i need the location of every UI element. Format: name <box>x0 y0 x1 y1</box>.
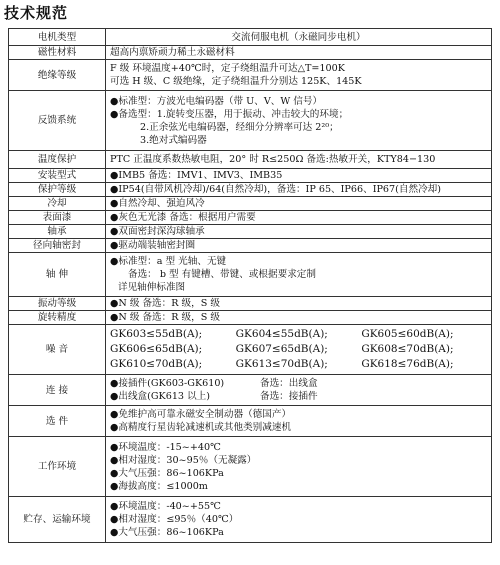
noise-item: GK604≤55dB(A); <box>235 328 328 340</box>
table-row <box>9 437 492 497</box>
row-value: ●IP54(自带风机冷却)/64(自然冷却)，备选：IP 65、IP66、IP67(自然冷却) <box>110 184 442 195</box>
table-row <box>9 60 492 91</box>
row-label: 温度保护 <box>9 151 106 169</box>
row-label: 磁性材料 <box>9 46 106 60</box>
row-value: ●N 级 备选：R 级，S 级 <box>110 312 220 323</box>
header-motor-type-label: 电机类型 <box>9 29 106 46</box>
row-value: ●驱动端装轴密封圈 <box>110 240 196 251</box>
table-row <box>9 46 492 60</box>
table-row <box>9 311 492 325</box>
row-value: ●相对湿度：30~95％（无凝露） <box>110 454 257 466</box>
row-value: ●N 级 备选：R 级，S 级 <box>110 298 220 309</box>
row-label: 径向轴密封 <box>9 239 106 253</box>
row-value: ●备选型：1.旋转变压器，用于振动、冲击较大的环境； <box>110 108 349 120</box>
row-value: ●环境温度：-40~+55℃ <box>110 501 221 512</box>
noise-item: GK605≤60dB(A); <box>361 328 454 340</box>
connection-item: 备选：出线盒 <box>260 378 318 389</box>
table-row <box>9 225 492 239</box>
table-row <box>9 239 492 253</box>
row-label: 连 接 <box>9 375 106 406</box>
row-label: 振动等级 <box>9 297 106 311</box>
row-value: 可选 H 级、C 级绝缘，定子绕组温升分别达 125K、145K <box>110 76 362 87</box>
table-row <box>9 197 492 211</box>
row-value: ●双面密封深沟球轴承 <box>110 226 205 237</box>
row-value: ●海拔高度：≤1000m <box>110 480 208 492</box>
connection-item: ●出线盒(GK613 以上) <box>110 391 211 402</box>
table-row <box>9 151 492 169</box>
header-motor-type-value: 交流伺服电机（永磁同步电机） <box>106 29 492 46</box>
table-row <box>9 297 492 311</box>
row-label: 反馈系统 <box>9 91 106 151</box>
row-value: ●免维护高可靠永磁安全制动器（德国产） <box>110 409 292 420</box>
row-value: ●IMB5 备选：IMV1、IMV3、IMB35 <box>110 170 283 181</box>
noise-item: GK607≤65dB(A); <box>235 343 328 355</box>
row-value: ●高精度行星齿轮减速机或其他类别减速机 <box>110 422 292 433</box>
connection-grid <box>110 377 487 403</box>
row-value: 详见轴伸标准图 <box>118 282 186 293</box>
row-label: 安装型式 <box>9 169 106 183</box>
connection-item: ●接插件(GK603-GK610) <box>110 378 225 389</box>
row-label: 旋转精度 <box>9 311 106 325</box>
row-label: 绝缘等级 <box>9 60 106 91</box>
noise-item: GK603≤55dB(A); <box>110 328 203 340</box>
table-row <box>9 183 492 197</box>
row-value: ●大气压强：86~106KPa <box>110 527 224 538</box>
row-value: 超高内禀矫顽力稀土永磁材料 <box>110 47 235 58</box>
table-row <box>9 211 492 225</box>
row-label: 表面漆 <box>9 211 106 225</box>
noise-grid <box>110 327 487 372</box>
row-value: ●标准型：a 型 光轴、无键 <box>110 256 227 267</box>
row-value: F 级 环境温度+40℃时，定子绕组温升可达△T=100K <box>110 63 345 74</box>
row-label: 冷却 <box>9 197 106 211</box>
table-row <box>9 91 492 151</box>
row-label: 工作环境 <box>9 437 106 497</box>
spec-table <box>8 28 492 543</box>
table-row <box>9 169 492 183</box>
page-title: 技术规范 <box>4 4 69 22</box>
row-value: ●环境温度：-15~+40℃ <box>110 441 221 453</box>
connection-item: 备选：接插件 <box>260 391 318 402</box>
row-value: ●标准型：方波光电编码器（带 U、V、W 信号） <box>110 95 323 107</box>
row-label: 保护等级 <box>9 183 106 197</box>
row-value: ●相对湿度：≤95％（40℃） <box>110 514 239 525</box>
row-label: 噪 音 <box>9 325 106 375</box>
row-label: 选 件 <box>9 406 106 437</box>
table-header-row <box>9 29 492 46</box>
table-row <box>9 406 492 437</box>
row-value: 3.绝对式编码器 <box>140 134 207 146</box>
noise-item: GK610≤70dB(A); <box>110 358 203 370</box>
row-value: 备选： b 型 有键槽、带键、或根据要求定制 <box>128 269 316 280</box>
row-value: PTC 正温度系数热敏电阻，20° 时 R≤250Ω 备选:热敏开关，KTY84−130 <box>110 154 436 165</box>
noise-item: GK618≤76dB(A); <box>361 358 454 370</box>
noise-item: GK608≤70dB(A); <box>361 343 454 355</box>
noise-item: GK606≤65dB(A); <box>110 343 203 355</box>
table-row <box>9 325 492 375</box>
row-label: 贮存、运输环境 <box>9 497 106 543</box>
row-value: ●大气压强：86~106KPa <box>110 467 224 479</box>
row-value: ●灰色无光漆 备选：根据用户需要 <box>110 212 256 223</box>
table-row <box>9 497 492 543</box>
table-row <box>9 253 492 297</box>
row-value: ●自然冷却、强迫风冷 <box>110 198 205 209</box>
row-value: 2.正余弦光电编码器，经细分分辨率可达 2²⁰； <box>140 121 339 133</box>
noise-item: GK613≤70dB(A); <box>235 358 328 370</box>
row-label: 轴承 <box>9 225 106 239</box>
row-label: 轴 伸 <box>9 253 106 297</box>
table-row <box>9 375 492 406</box>
